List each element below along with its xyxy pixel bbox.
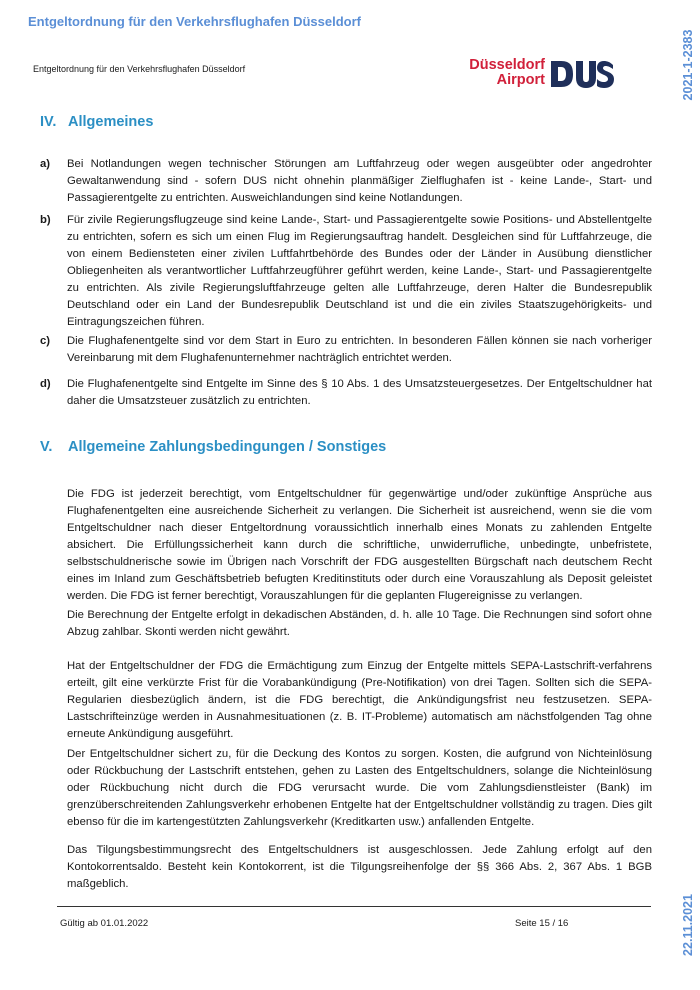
list-item: d) Die Flughafenentgelte sind Entgelte im Sinne des § 10 Abs. 1 des Umsatzsteuergesetzes. Der Entgeltschuldner hat daher die Umsatzsteuer zusätzlich zu entrichten. bbox=[40, 378, 652, 407]
footer-valid-from: Gültig ab 01.01.2022 bbox=[60, 918, 149, 929]
document-code-vertical: 2021-1-2383 bbox=[681, 29, 695, 101]
dus-logo-icon bbox=[549, 59, 615, 89]
document-banner: Entgeltordnung für den Verkehrsflughafen Düsseldorf bbox=[28, 14, 361, 29]
section-heading-allgemeines: IV. Allgemeines bbox=[40, 114, 154, 130]
document-date-vertical: 22.11.2021 bbox=[681, 894, 695, 956]
footer-divider bbox=[57, 906, 651, 907]
footer-page-number: Seite 15 / 16 bbox=[515, 918, 569, 929]
list-item: a) Bei Notlandungen wegen technischer Störungen am Luftfahrzeug oder wegen ausgeübter oder angedrohter Gewaltanwendung sind - sofern DUS nicht ohnehin planmäßiger Zielflughafen ist - keine Lande-, Start- und Passagierentgelte zu entrichten. Ausweichlandungen sind keine Notlandungen. bbox=[40, 158, 652, 204]
logo-wordmark: Düsseldorf Airport bbox=[469, 57, 545, 88]
paragraph: Die FDG ist jederzeit berechtigt, vom Entgeltschuldner für gegenwärtige und/oder zukünftige Ansprüche aus Flughafenentgelten eine ausreichende Sicherheit zu verlangen. Die Sicherheit ist ausreichend, wenn sie die vom Entgeltschuldner nach dieser Entgeltordnung voraussichtlich innerhalb eines Monats zu zahlenden Entgelte absichert. Die Erfüllungssicherheit kann durch die schriftliche, unwiderrufliche, unbedingte, unbefristete, selbstschuldnerische sowie im Übrigen nach Vorschrift der FDG ausgestellten Bürgschaft nach deutschem Recht eines im Inland zum Geschäftsbetrieb befugten Kreditinstituts oder durch eine Vorauszahlung als Deposit geleistet werden. Die FDG ist ferner berechtigt, Vorauszahlungen für die geplanten Flugereignisse zu verlangen. bbox=[67, 488, 652, 602]
section-heading-zahlungsbedingungen: V. Allgemeine Zahlungsbedingungen / Sonstiges bbox=[40, 439, 387, 455]
header-title: Entgeltordnung für den Verkehrsflughafen Düsseldorf bbox=[33, 64, 246, 74]
paragraph: Das Tilgungsbestimmungsrecht des Entgeltschuldners ist ausgeschlossen. Jede Zahlung erfolgt auf den Kontokorrentsaldo. Besteht kein Kontokorrent, ist die Tilgungsreihenfolge der §§ 366 Abs. 2, 367 Abs. 1 BGB maßgeblich. bbox=[67, 844, 652, 890]
list-item: b) Für zivile Regierungsflugzeuge sind keine Lande-, Start- und Passagierentgelte sowie Positions- und Abstellentgelte zu entrichten, sofern es sich um einen Flug im Regierungsauftrag handelt. Desgleichen sind für Luftfahrzeuge, die von einem Bediensteten einer zivilen Luftfahrtbehörde des Bundes oder der Länder in Ausübung dienstlicher Obliegenheiten als verantwortlicher Luftfahrzeugführer geführt werden, keine Lande-, Start- und Passagierentgelte zu entrichten. Als zivile Regierungsluftfahrzeuge gelten alle Luftfahrzeuge, deren Halter die Bundesrepublik Deutschland oder ein Land der Bundesrepublik Deutschland ist und die ein ziviles Staatszugehörigkeits- und Eintragungszeichen führen. bbox=[40, 214, 652, 328]
list-item: c) Die Flughafenentgelte sind vor dem Start in Euro zu entrichten. In besonderen Fällen können sie nach vorheriger Vereinbarung mit dem Flughafenunternehmer nachträglich entrichtet werden. bbox=[40, 335, 652, 364]
airport-logo bbox=[465, 58, 615, 92]
paragraph: Der Entgeltschuldner sichert zu, für die Deckung des Kontos zu sorgen. Kosten, die aufgrund von Nichteinlösung oder Rückbuchung der Lastschrift entstehen, gehen zu Lasten des Entgeltschuldners, solange die Nichteinlösung oder Rückbuchung nicht durch die FDG verursacht wurde. Die vom Zahlungsdienstleister (Bank) im grenzüberschreitenden Zahlungsverkehr erhobenen Entgelte hat der Entgeltschuldner vollständig zu tragen. Dies gilt ebenso für die im kartengestützten Zahlungsverkehr (Kreditkarten usw.) anfallenden Entgelte. bbox=[67, 748, 652, 828]
paragraph: Hat der Entgeltschuldner der FDG die Ermächtigung zum Einzug der Entgelte mittels SEPA-Lastschrift-verfahrens erteilt, gilt eine verkürzte Frist für die Vorabankündigung (Pre-Notifikation) von drei Tagen. Sollten sich die SEPA-Regularien diesbezüglich ändern, ist die FDG berechtigt, die Ankündigungsfrist neu festzusetzen. SEPA-Lastschrifteinzüge werden in Ausnahmesituationen (z. B. IT-Probleme) automatisch am nächstfolgenden Tag ohne erneute Ankündigung ausgeführt. bbox=[67, 660, 652, 740]
paragraph: Die Berechnung der Entgelte erfolgt in dekadischen Abständen, d. h. alle 10 Tage. Die Rechnungen sind sofort ohne Abzug zahlbar. Skonti werden nicht gewährt. bbox=[67, 609, 652, 638]
